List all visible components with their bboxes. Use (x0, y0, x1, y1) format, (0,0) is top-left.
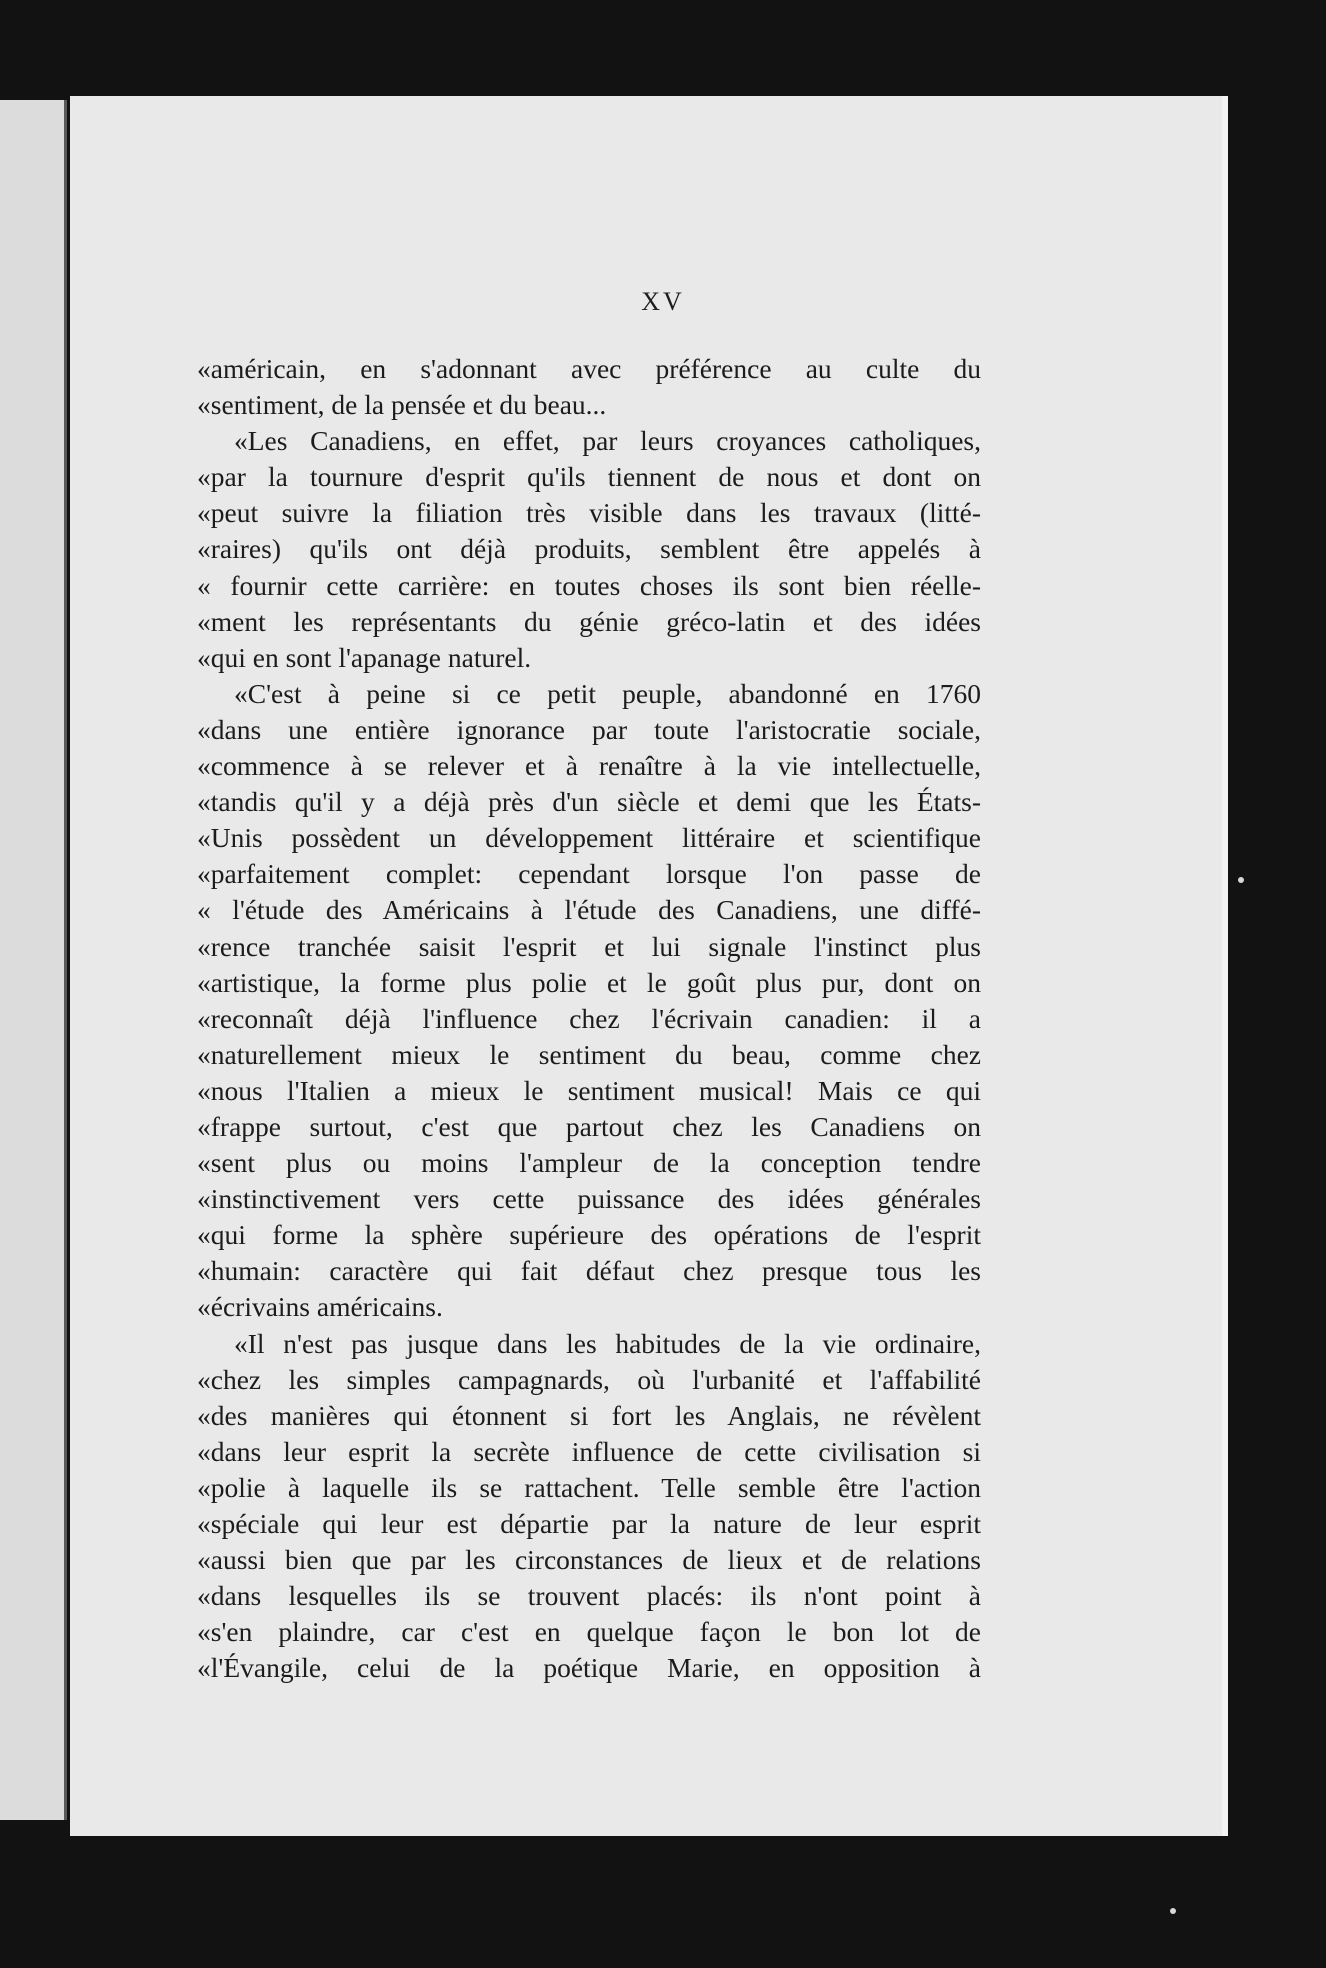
text-line: «Les Canadiens, en effet, par leurs croyances catholiques, (234, 425, 981, 457)
text-line: «américain, en s'adonnant avec préférence au culte du (197, 353, 981, 384)
text-line: «C'est à peine si ce petit peuple, abandonné en 1760 (234, 677, 981, 709)
text-line: «qui forme la sphère supérieure des opérations de l'esprit (197, 1219, 981, 1251)
text-line: «l'Évangile, celui de la poétique Marie, en opposition à (197, 1652, 981, 1684)
text-line: «dans lesquelles ils se trouvent placés: ils n'ont point à (197, 1580, 981, 1612)
scan-speck (1238, 877, 1244, 883)
text-line: «reconnaît déjà l'influence chez l'écrivain canadien: il a (197, 1002, 981, 1034)
text-line: «peut suivre la filiation très visible dans les travaux (litté- (197, 497, 981, 529)
text-line: «chez les simples campagnards, où l'urbanité et l'affabilité (197, 1363, 981, 1395)
text-line: «s'en plaindre, car c'est en quelque façon le bon lot de (197, 1616, 981, 1648)
text-line: «artistique, la forme plus polie et le goût plus pur, dont on (197, 966, 981, 998)
text-line: «ment les représentants du génie gréco-latin et des idées (197, 605, 981, 637)
body-text (197, 351, 981, 1686)
text-line: « l'étude des Américains à l'étude des Canadiens, une diffé- (197, 894, 981, 926)
text-line: «dans leur esprit la secrète influence de cette civilisation si (197, 1435, 981, 1467)
text-line: «tandis qu'il y a déjà près d'un siècle et demi que les États- (197, 786, 981, 818)
text-line: «parfaitement complet: cependant lorsque l'on passe de (197, 858, 981, 890)
text-line: «Il n'est pas jusque dans les habitudes de la vie ordinaire, (234, 1327, 981, 1359)
text-line: «instinctivement vers cette puissance des idées générales (197, 1183, 981, 1215)
text-line: «sentiment, de la pensée et du beau... (197, 389, 607, 421)
text-line: «nous l'Italien a mieux le sentiment musical! Mais ce qui (197, 1074, 981, 1106)
text-line: «qui en sont l'apanage naturel. (197, 641, 532, 673)
text-line: «sent plus ou moins l'ampleur de la conception tendre (197, 1147, 981, 1179)
text-line: «naturellement mieux le sentiment du beau, comme chez (197, 1038, 981, 1070)
page-number: XV (641, 287, 685, 316)
text-line: « fournir cette carrière: en toutes choses ils sont bien réelle- (197, 569, 981, 601)
text-line: «écrivains américains. (197, 1291, 443, 1323)
text-line: «dans une entière ignorance par toute l'aristocratie sociale, (197, 713, 981, 745)
scan-speck (1170, 1908, 1176, 1914)
facing-page-edge (0, 100, 66, 1820)
text-line: «frappe surtout, c'est que partout chez les Canadiens on (197, 1110, 981, 1142)
text-line: «spéciale qui leur est départie par la nature de leur esprit (197, 1508, 981, 1539)
text-line: «commence à se relever et à renaître à la vie intellectuelle, (197, 750, 981, 782)
text-line: «rence tranchée saisit l'esprit et lui signale l'instinct plus (197, 930, 981, 962)
text-line: «par la tournure d'esprit qu'ils tiennent de nous et dont on (197, 461, 981, 493)
text-line: «des manières qui étonnent si fort les Anglais, ne révèlent (197, 1399, 981, 1431)
text-line: «raires) qu'ils ont déjà produits, semblent être appelés à (197, 533, 981, 565)
text-line: «aussi bien que par les circonstances de lieux et de relations (197, 1544, 981, 1576)
text-line: «Unis possèdent un développement littéraire et scientifique (197, 822, 981, 854)
page-fore-edge (1222, 96, 1228, 1836)
book-spine (64, 100, 67, 1820)
text-line: «polie à laquelle ils se rattachent. Telle semble être l'action (197, 1471, 981, 1503)
text-line: «humain: caractère qui fait défaut chez presque tous les (197, 1255, 981, 1287)
